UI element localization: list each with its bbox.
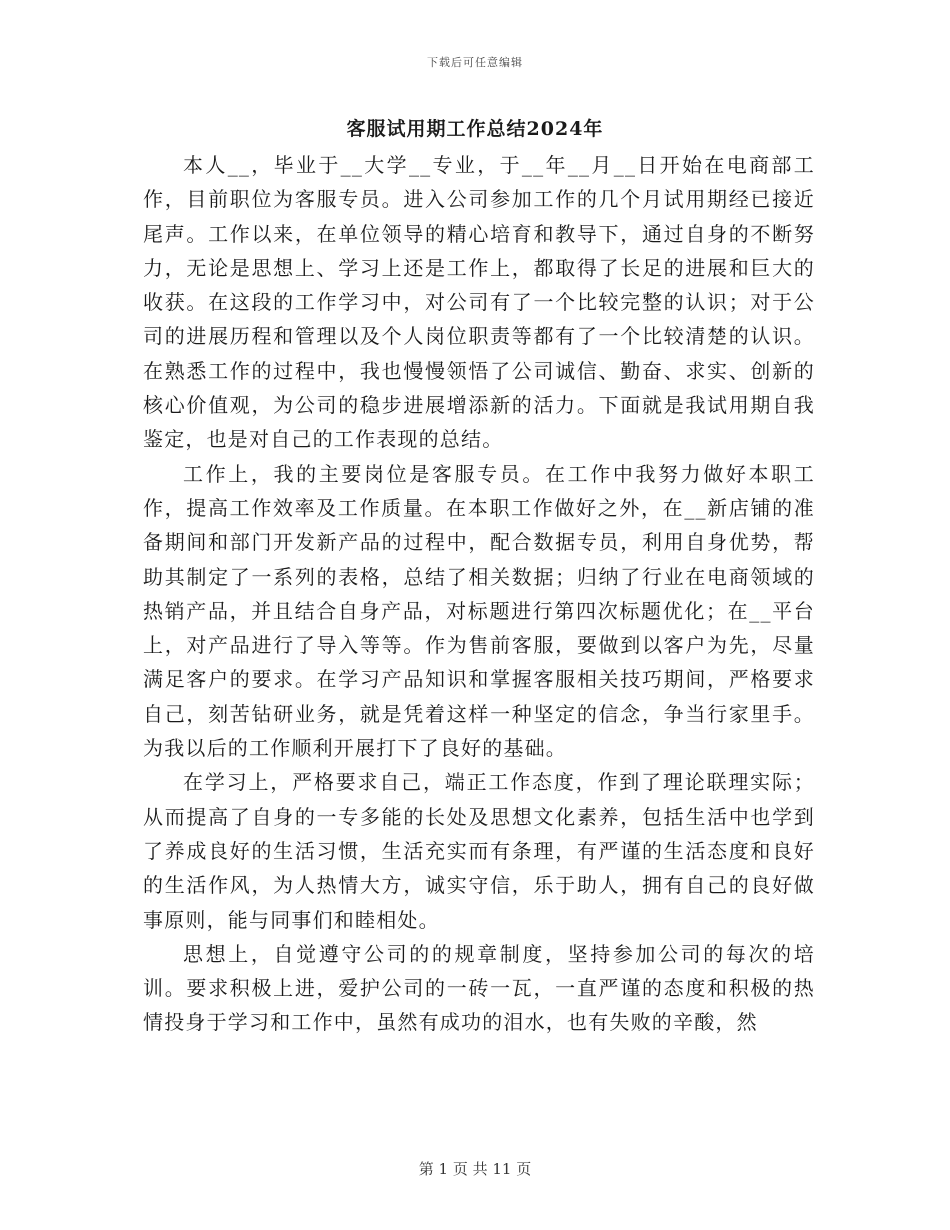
paragraph-2: 工作上，我的主要岗位是客服专员。在工作中我努力做好本职工作，提高工作效率及工作质量。在本职工作做好之外，在__新店铺的准备期间和部门开发新产品的过程中，配合数据专员，利用自身优势，帮助其制定了一系列的表格，总结了相关数据；归纳了行业在电商领域的热销产品，并且结合自身产品，对标题进行第四次标题优化；在__平台上，对产品进行了导入等等。作为售前客服，要做到以客户为先，尽量满足客户的要求。在学习产品知识和掌握客服相关技巧期间，严格要求自己，刻苦钻研业务，就是凭着这样一种坚定的信念，争当行家里手。为我以后的工作顺利开展打下了良好的基础。 — [143, 461, 815, 761]
document-title: 客服试用期工作总结2024年 — [346, 118, 604, 140]
header-note: 下载后可任意编辑 — [427, 56, 523, 69]
paragraph-3: 在学习上，严格要求自己，端正工作态度，作到了理论联理实际；从而提高了自身的一专多能的长处及思想文化素养，包括生活中也学到了养成良好的生活习惯，生活充实而有条理，有严谨的生活态度和良好的生活作风，为人热情大方，诚实守信，乐于助人，拥有自己的良好做事原则，能与同事们和睦相处。 — [143, 770, 815, 932]
document-body — [143, 148, 815, 1040]
page-indicator: 第 1 页 共 11 页 — [418, 1160, 532, 1178]
paragraph-1: 本人__，毕业于__大学__专业，于__年__月__日开始在电商部工作，目前职位为客服专员。进入公司参加工作的几个月试用期经已接近尾声。工作以来，在单位领导的精心培育和教导下，通过自身的不断努力，无论是思想上、学习上还是工作上，都取得了长足的进展和巨大的收获。在这段的工作学习中，对公司有了一个比较完整的认识；对于公司的进展历程和管理以及个人岗位职责等都有了一个比较清楚的认识。在熟悉工作的过程中，我也慢慢领悟了公司诚信、勤奋、求实、创新的核心价值观，为公司的稳步进展增添新的活力。下面就是我试用期自我鉴定，也是对自己的工作表现的总结。 — [143, 153, 815, 452]
paragraph-4: 思想上，自觉遵守公司的的规章制度，坚持参加公司的每次的培训。要求积极上进，爱护公司的一砖一瓦，一直严谨的态度和积极的热情投身于学习和工作中，虽然有成功的泪水，也有失败的辛酸，然 — [143, 941, 815, 1035]
